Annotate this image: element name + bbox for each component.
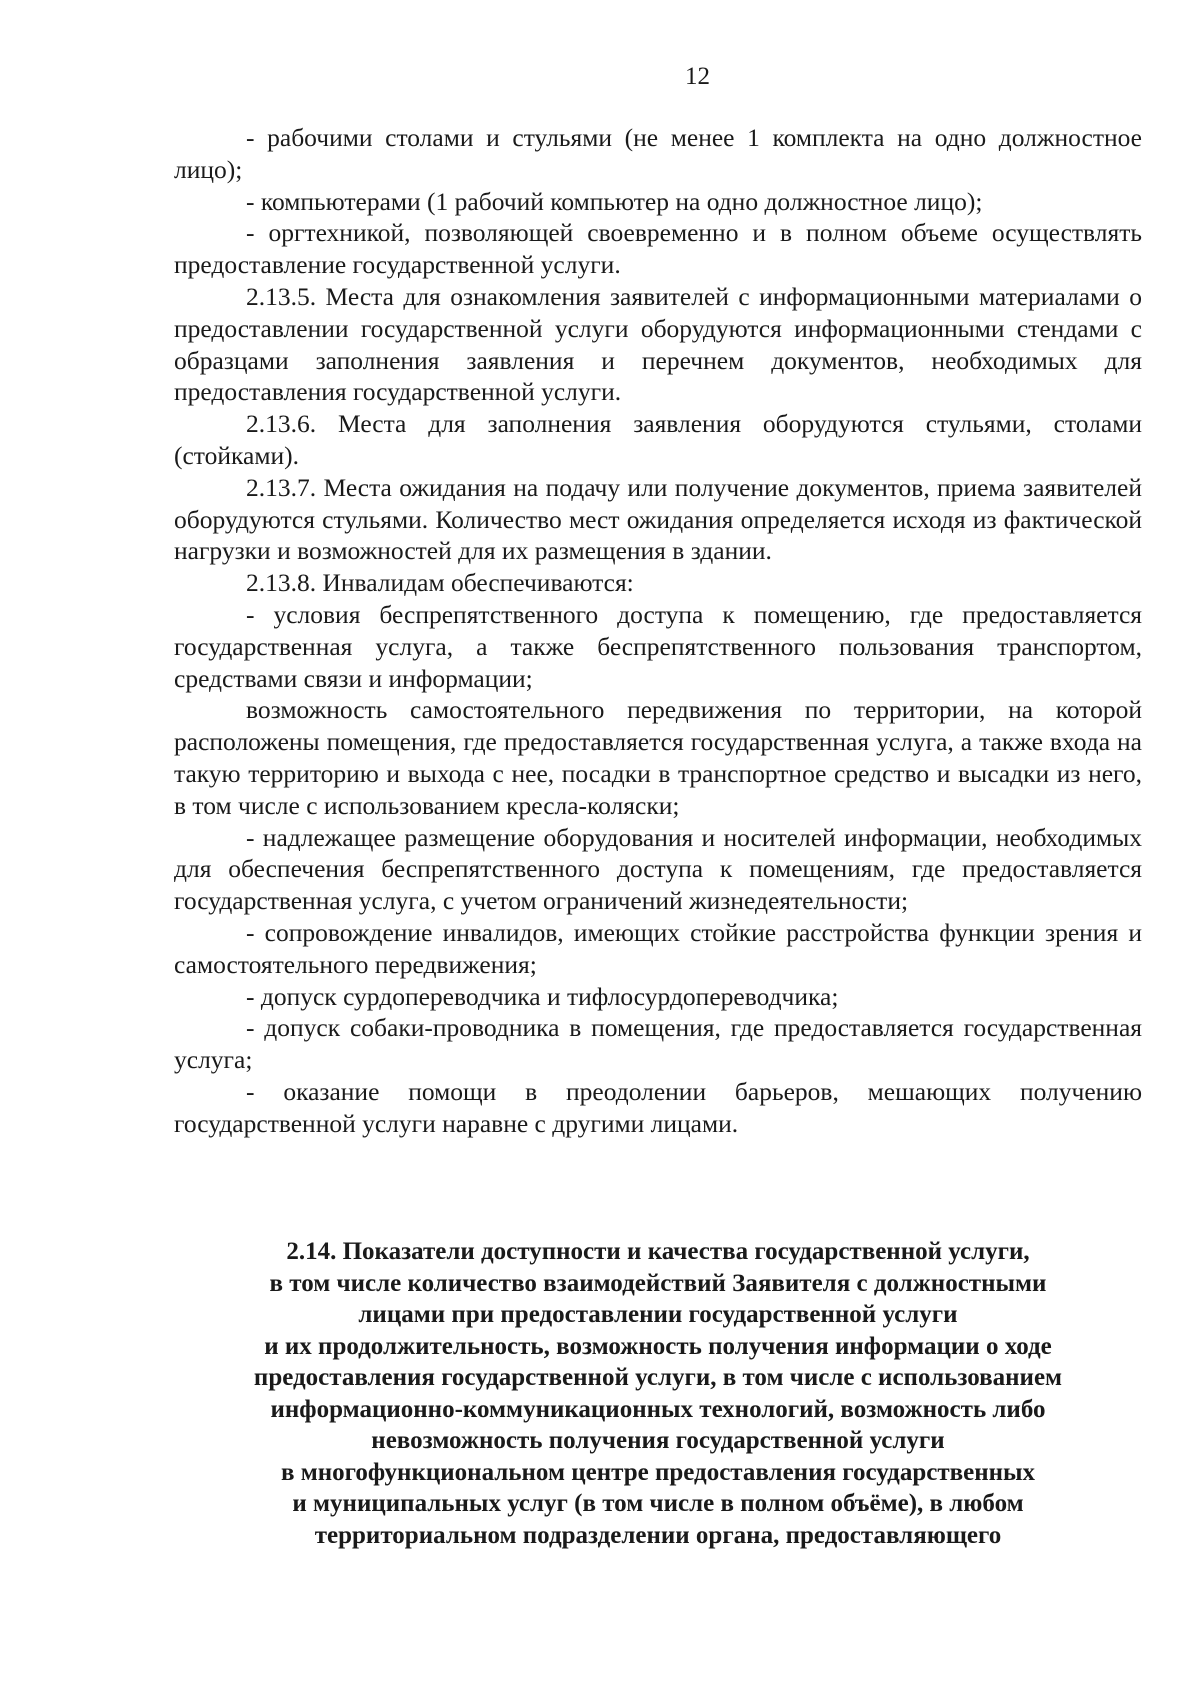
paragraph-2-13-5: 2.13.5. Места для ознакомления заявителей с информационными материалами о предоставлении государственной услуги оборудуются информационными стендами с образцами заполнения заявления и перечнем документов, необходимых для предоставления государственной услуги. xyxy=(174,281,1142,407)
heading-line: невозможность получения государственной услуги xyxy=(371,1427,945,1454)
heading-line: в многофункциональном центре предоставления государственных xyxy=(280,1458,1036,1486)
heading-line: территориальном подразделении органа, предоставляющего xyxy=(314,1521,1002,1549)
page-number: 12 xyxy=(685,63,710,90)
paragraph-access-conditions: - условия беспрепятственного доступа к помещению, где предоставляется государственная услуга, а также беспрепятственного пользования транспортом, средствами связи и информации; xyxy=(174,599,1142,693)
paragraph-barrier-help: - оказание помощи в преодолении барьеров, мешающих получению государственной услуги наравне с другими лицами. xyxy=(174,1076,1142,1138)
heading-line: информационно-коммуникационных технологий, возможность либо xyxy=(270,1395,1046,1423)
paragraph-equipment-placement: - надлежащее размещение оборудования и носителей информации, необходимых для обеспечения беспрепятственного доступа к помещениям, где предоставляется государственная услуга, с учетом ограничений жизнедеятельности; xyxy=(174,822,1142,916)
paragraph-2-13-6: 2.13.6. Места для заполнения заявления оборудуются стульями, столами (стойками). xyxy=(174,409,1142,470)
section-heading-2-14 xyxy=(174,1236,1142,1551)
heading-line: и их продолжительность, возможность получения информации о ходе xyxy=(264,1332,1052,1360)
heading-line: лицами при предоставлении государственной услуги xyxy=(358,1301,958,1328)
heading-line: и муниципальных услуг (в том числе в полном объёме), в любом xyxy=(292,1490,1024,1517)
paragraph-computers: - компьютерами (1 рабочий компьютер на одно должностное лицо); xyxy=(246,186,983,216)
paragraph-escort: - сопровождение инвалидов, имеющих стойкие расстройства функции зрения и самостоятельного передвижения; xyxy=(174,917,1142,979)
paragraph-movement: возможность самостоятельного передвижения по территории, на которой расположены помещения, где предоставляется государственная услуга, а также входа на такую территорию и выхода с нее, посадки в транспортное средство и высадки из него, в том числе с использованием кресла-коляски; xyxy=(174,695,1142,820)
paragraph-2-13-7: 2.13.7. Места ожидания на подачу или получение документов, приема заявителей оборудуются стульями. Количество мест ожидания определяется исходя из фактической нагрузки и возможностей для их размещения в здании. xyxy=(174,472,1142,566)
paragraph-2-13-8: 2.13.8. Инвалидам обеспечиваются: xyxy=(246,568,634,598)
paragraph-desks: - рабочими столами и стульями (не менее 1 комплекта на одно должностное лицо); xyxy=(174,123,1142,184)
heading-line: 2.14. Показатели доступности и качества государственной услуги, xyxy=(286,1238,1030,1265)
paragraph-guide-dog: - допуск собаки-проводника в помещения, где предоставляется государственная услуга; xyxy=(174,1013,1142,1075)
heading-line: предоставления государственной услуги, в том числе с использованием xyxy=(253,1364,1063,1391)
paragraph-interpreter: - допуск сурдопереводчика и тифлосурдопереводчика; xyxy=(246,981,839,1011)
heading-line: в том числе количество взаимодействий Заявителя с должностными xyxy=(269,1269,1047,1297)
body-text xyxy=(174,122,1142,1140)
paragraph-office-equipment: - оргтехникой, позволяющей своевременно и в полном объеме осуществлять предоставление государственной услуги. xyxy=(174,218,1142,280)
